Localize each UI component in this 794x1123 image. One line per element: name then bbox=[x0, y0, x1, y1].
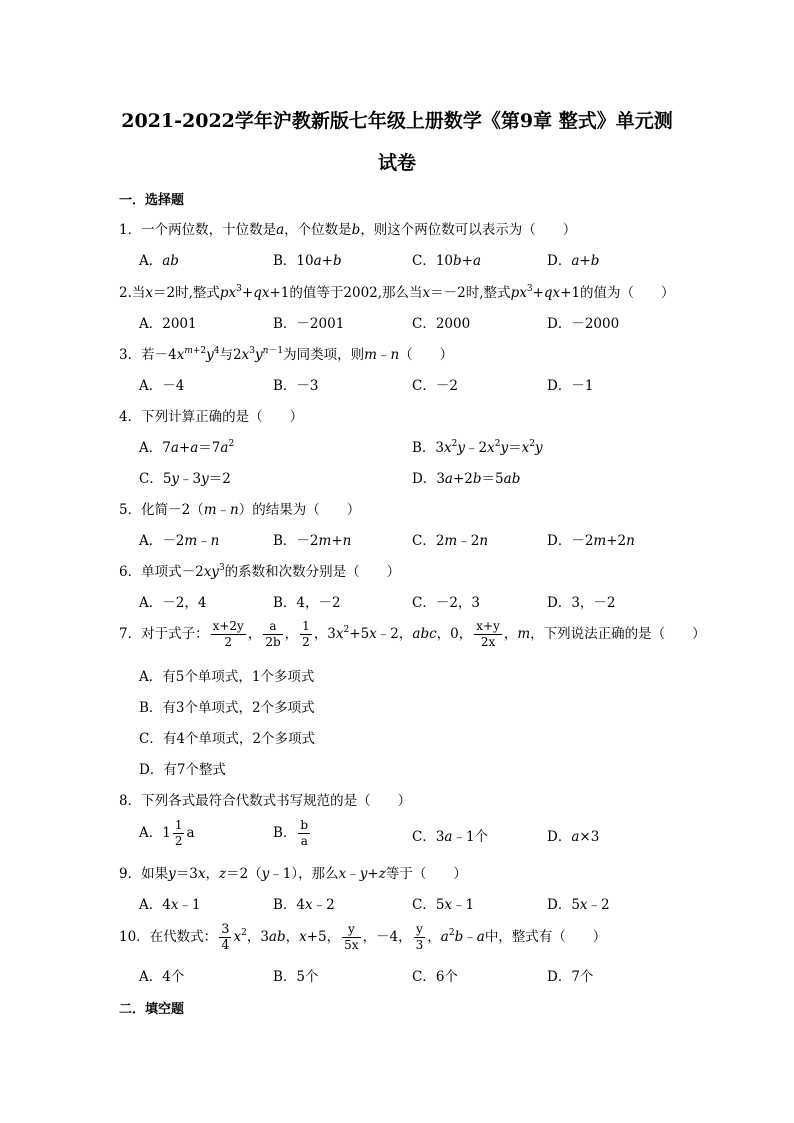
question-5: 5．化简－2（m﹣n）的结果为（ ） bbox=[119, 502, 361, 518]
fraction: $\frac{x+y}{2x}$ bbox=[476, 619, 500, 649]
fraction: $\frac{1}{2}$ bbox=[174, 818, 183, 848]
q6-option-d: D．3，－2 bbox=[547, 595, 616, 611]
q4-option-b: B．$3x^2y﹣2x^2y=x^2y$ bbox=[412, 439, 543, 456]
q10-option-b: B．5个 bbox=[273, 969, 319, 985]
q1-option-a: A．ab bbox=[139, 253, 179, 269]
q1-option-d: D．a+b bbox=[547, 253, 600, 269]
q2-option-d: D．－2000 bbox=[547, 316, 620, 332]
question-1: 1．一个两位数，十位数是a，个位数是b，则这个两位数可以表示为（ ） bbox=[119, 222, 577, 238]
q3-option-b: B．－3 bbox=[273, 378, 319, 394]
question-4: 4．下列计算正确的是（ ） bbox=[119, 409, 304, 425]
fraction: $\frac{x+2y}{2}$ bbox=[212, 619, 244, 649]
q9-option-c: C．5x﹣1 bbox=[412, 897, 475, 913]
q9-option-a: A．4x﹣1 bbox=[139, 897, 201, 913]
q4-option-c: C．5y﹣3y＝2 bbox=[139, 471, 231, 487]
q10-option-c: C．6个 bbox=[412, 969, 458, 985]
question-10: 10．在代数式： $\frac{3}{4}$ $x^2$，3ab，x+5， $\frac{y}{5x}$ ，－4， $\frac{y}{3}$ ，$a^2b﹣a$中，整式有（ ） bbox=[119, 922, 607, 953]
q2-option-a: A．2001 bbox=[139, 316, 197, 332]
question-9: 9．如果y＝3x，z＝2（y﹣1），那么x﹣y+z等于（ ） bbox=[119, 866, 467, 882]
q5-option-a: A．－2m﹣n bbox=[139, 533, 220, 549]
q4-option-a: A．$7a+a=7a^2$ bbox=[139, 439, 235, 456]
q1-option-b: B．10a+b bbox=[273, 253, 342, 269]
q1-option-c: C．10b+a bbox=[412, 253, 482, 269]
q8-option-a: A．1 $\frac{1}{2}$ a bbox=[139, 818, 195, 848]
fraction: $\frac{a}{2b}$ bbox=[265, 619, 281, 649]
fraction: $\frac{y}{5x}$ bbox=[344, 922, 359, 952]
q10-option-d: D．7个 bbox=[547, 969, 594, 985]
q9-option-b: B．4x﹣2 bbox=[273, 897, 335, 913]
document-title-line-2: 试卷 bbox=[377, 152, 416, 174]
q2-option-c: C．2000 bbox=[412, 316, 471, 332]
q8-option-d: D．a×3 bbox=[547, 829, 600, 845]
q7-option-b: B．有3个单项式，2个多项式 bbox=[139, 700, 315, 716]
q3-option-c: C．－2 bbox=[412, 378, 458, 394]
q5-option-d: D．－2m+2n bbox=[547, 533, 635, 549]
q8-option-b: B． $\frac{b}{a}$ bbox=[273, 818, 309, 848]
document-title-line-1: 2021-2022学年沪教新版七年级上册数学《第9章 整式》单元测 bbox=[121, 110, 673, 132]
q10-option-a: A．4个 bbox=[139, 969, 185, 985]
q6-option-c: C．－2，3 bbox=[412, 595, 481, 611]
fraction: $\frac{b}{a}$ bbox=[300, 818, 309, 848]
question-2: 2.当x＝2时,整式$px^3+qx+1$的值等于2002,那么当x＝－2时,整式$px^3+qx+1$的值为（ ） bbox=[119, 284, 675, 301]
q2-option-b: B．－2001 bbox=[273, 316, 345, 332]
q4-option-d: D．3a+2b＝5ab bbox=[412, 471, 521, 487]
q7-option-d: D．有7个整式 bbox=[139, 762, 226, 778]
question-6: 6．单项式$-2xy^3$的系数和次数分别是（ ） bbox=[119, 563, 401, 580]
question-8: 8．下列各式最符合代数式书写规范的是（ ） bbox=[119, 793, 412, 809]
q6-option-a: A．－2，4 bbox=[139, 595, 207, 611]
fraction: $\frac{3}{4}$ bbox=[221, 922, 230, 953]
q7-option-a: A．有5个单项式，1个多项式 bbox=[139, 669, 315, 685]
q9-option-d: D．5x﹣2 bbox=[547, 897, 610, 913]
section-heading-choice: 一．选择题 bbox=[119, 193, 185, 208]
question-3: 3．若$-4x^{m+2}y^4$与$2x^3y^{n-1}$为同类项，则m﹣n（ ） bbox=[119, 346, 454, 363]
q7-option-c: C．有4个单项式，2个多项式 bbox=[139, 731, 316, 747]
q3-option-d: D．－1 bbox=[547, 378, 594, 394]
question-7: 7．对于式子： $\frac{x+2y}{2}$ ， $\frac{a}{2b}$ ， $\frac{1}{2}$ ，$3x^2+5x﹣2$，abc，0， $\frac{x+y}{2x}$ ，m，下列说法正确的是（ ） bbox=[119, 619, 706, 649]
q6-option-b: B．4，－2 bbox=[273, 595, 341, 611]
q3-option-a: A．－4 bbox=[139, 378, 185, 394]
fraction: $\frac{y}{3}$ bbox=[415, 922, 424, 952]
q8-option-c: C．3a﹣1个 bbox=[412, 829, 489, 845]
q5-option-b: B．－2m+n bbox=[273, 533, 352, 549]
section-heading-fill: 二．填空题 bbox=[119, 1002, 185, 1017]
q5-option-c: C．2m﹣2n bbox=[412, 533, 489, 549]
fraction: $\frac{1}{2}$ bbox=[302, 619, 310, 649]
